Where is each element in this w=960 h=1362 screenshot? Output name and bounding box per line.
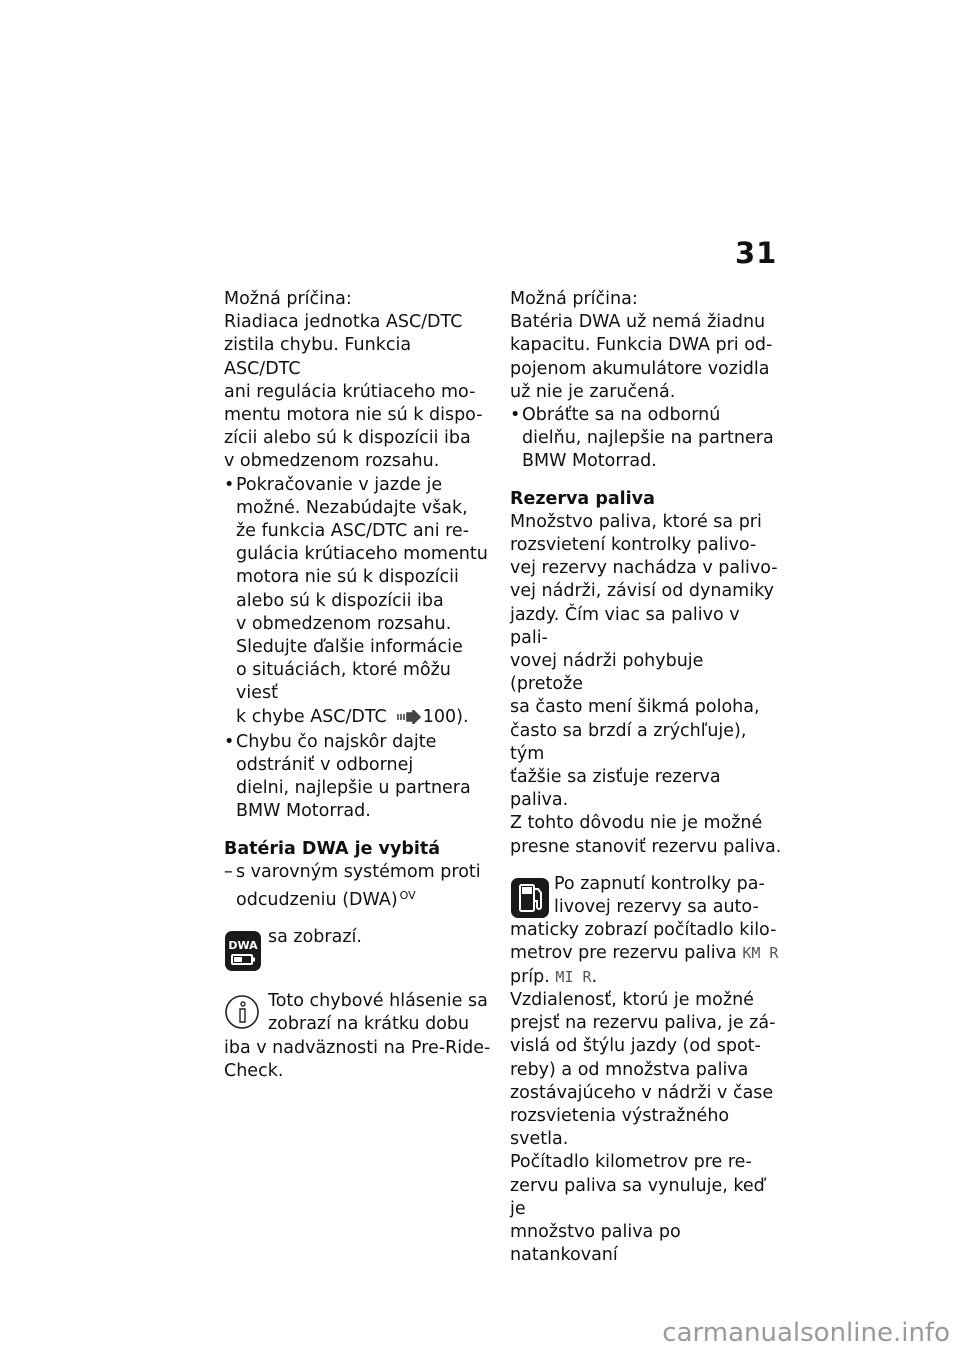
cause-line: pojenom akumulátore vozidla [510,358,770,379]
fuel-line: príp. [510,966,550,987]
watermark-footer: carmanualsonline.info [662,1318,950,1348]
fuel-line-with-code [510,942,782,965]
fuel-line: Po zapnutí kontrolky pa- [554,873,765,894]
dash-line-with-sup [236,884,492,912]
distance-line: zervu paliva sa vynuluje, keď je [510,1175,765,1219]
page-number: 31 [735,236,778,270]
dash-symbol: – [224,861,233,882]
cause-label: Možná príčina: [510,289,638,309]
distance-line: reby) a od množstva paliva [510,1059,749,1080]
dwa-condition [224,861,492,912]
cause-line: zícii alebo sú k dispozícii iba [224,428,471,449]
info-line: Check. [224,1060,284,1081]
distance-line: Počítadlo kilometrov pre re- [510,1152,752,1173]
fuel-reserve-note [510,873,782,989]
bullet-line: o situáciách, ktoré môžu viesť [236,660,451,704]
reserve-line: jazdy. Čím viac sa palivo v pali- [510,604,740,648]
info-line: iba v nadväznosti na Pre-Ride- [224,1037,491,1058]
bullet-line: odstrániť v odbornej [236,755,414,776]
bullet-line: k chybe ASC/DTC [236,706,387,727]
display-code-mi-r: MI R [555,967,592,986]
reserve-line: vovej nádrži pohybuje (pretože [510,651,704,695]
page-reference-link[interactable]: 100). [422,706,469,727]
distance-line: Vzdialenosť, ktorú je možné [510,989,754,1010]
reserve-line: Z tohto dôvodu nie je možné [510,813,763,834]
dwa-indicator-row [224,926,492,976]
bullet-line: dielňu, najlepšie na partnera [522,428,774,449]
distance-line: množstvo paliva po natankovaní [510,1221,681,1266]
cause-label: Možná príčina: [224,289,352,309]
cause-line: už nie je zaručená. [510,381,676,402]
page-reference-arrow-icon[interactable] [397,708,421,731]
dwa-display-text: sa zobrazí. [268,927,362,948]
distance-line: prejsť na rezervu paliva, je zá- [510,1013,776,1034]
bullet-line: dielni, najlepšie u partnera [236,778,471,799]
cause-line: mentu motora nie sú k dispo- [224,405,483,426]
cause-line: kapacitu. Funkcia DWA pri od- [510,335,773,356]
reserve-line: ťažšie sa zisťuje rezerva paliva. [510,767,721,811]
bullet-line: že funkcia ASC/DTC ani re- [236,521,470,542]
fuel-line: maticky zobrazí počítadlo kilo- [510,920,777,941]
info-icon [224,994,260,1037]
cause-line: ani regulácia krútiaceho mo- [224,381,476,402]
reserve-line: rozsvietení kontrolky palivo- [510,535,757,556]
distance-line: rozsvietenia výstražného svetla. [510,1105,730,1150]
reserve-line: vej nádrži, závisí od dynamiky [510,581,774,602]
bullet-line-with-ref [236,706,492,731]
info-note [224,990,492,1083]
heading-dwa-battery: Batéria DWA je vybitá [224,838,441,859]
distance-line: zostávajúceho v nádrži v čase [510,1082,774,1103]
info-line: Toto chybové hlásenie sa [268,991,488,1012]
dash-line: s varovným systémom proti [236,861,481,882]
bullet-line: gulácia krútiaceho momentu [236,544,488,565]
reserve-line: presne stanoviť rezervu paliva. [510,836,782,857]
left-column [224,288,492,1083]
right-column [510,288,782,1267]
bullet-line: možné. Nezabúdajte však, [236,497,468,518]
bullet-contact-workshop [510,404,782,474]
reserve-line: Množstvo paliva, ktoré sa pri [510,511,762,532]
cause-line: Riadiaca jednotka ASC/DTC [224,312,463,333]
cause-line: Batéria DWA už nemá žiadnu [510,312,766,333]
display-code-km-r: KM R [742,944,779,963]
bullet-line: BMW Motorrad. [522,451,657,472]
bullet-fix-error [224,731,492,824]
dwa-battery-icon [224,930,262,979]
reserve-line: vej rezervy nachádza v palivo- [510,558,778,579]
reserve-line: sa často mení šikmá poloha, [510,697,760,718]
bullet-line: Sledujte ďalšie informácie [236,637,463,658]
cause-line: zistila chybu. Funkcia ASC/DTC [224,335,412,379]
fuel-line-with-code [510,966,782,989]
bullet-line: BMW Motorrad. [236,801,371,822]
bullet-line: • Obráťte sa na odbornú [522,405,721,426]
distance-line: vislá od štýlu jazdy (od spot- [510,1036,761,1057]
heading-fuel-reserve: Rezerva paliva [510,488,655,509]
cause-line: v obmedzenom rozsahu. [224,451,440,472]
period: . [591,966,598,987]
option-superscript: OV [399,889,416,903]
bullet-continue-riding [224,474,492,731]
bullet-line: alebo sú k dispozícii iba [236,590,444,611]
fuel-line: metrov pre rezervu paliva [510,943,737,964]
bullet-line: • Pokračovanie v jazde je [236,474,443,495]
bullet-line: v obmedzenom rozsahu. [236,613,452,634]
info-line: zobrazí na krátku dobu [268,1014,470,1035]
bullet-line: • Chybu čo najskôr dajte [236,731,437,752]
dash-line: odcudzeniu (DWA) [236,890,398,911]
reserve-line: často sa brzdí a zrýchľuje), tým [510,720,747,764]
bullet-line: motora nie sú k dispozícii [236,567,459,588]
fuel-line: livovej rezervy sa auto- [554,897,759,918]
fuel-reserve-icon [510,877,550,926]
dwa-icon-label: DWA [228,939,258,953]
